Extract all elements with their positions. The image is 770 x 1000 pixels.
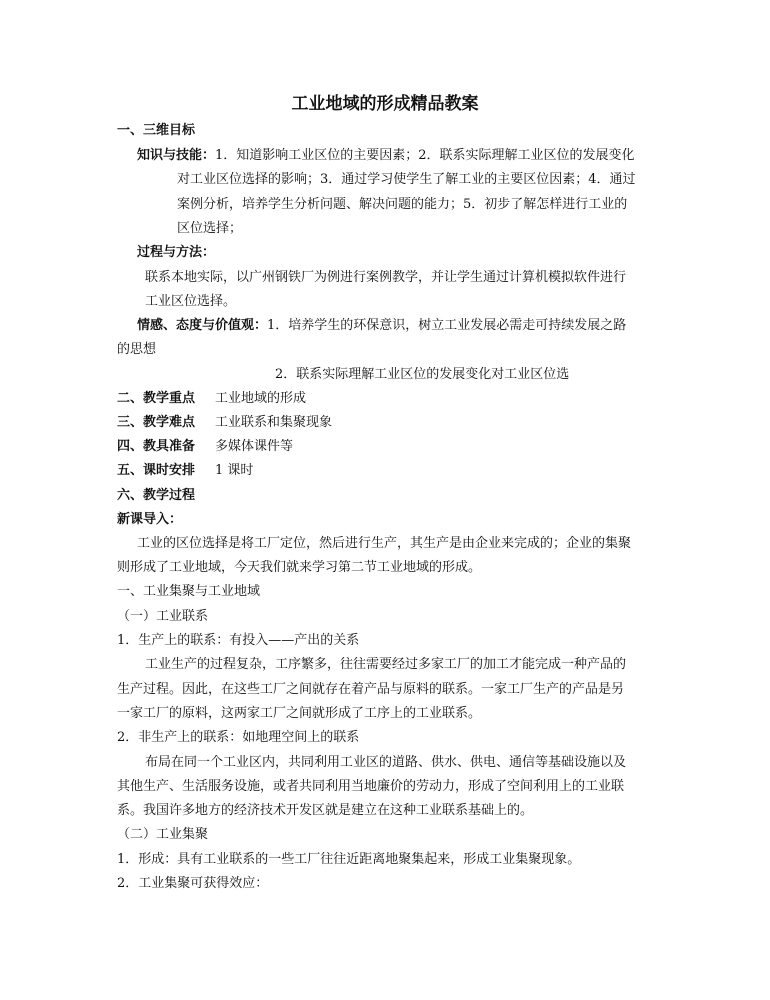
intro-text-line: 工业的区位选择是将工厂定位，然后进行生产，其生产是由企业来完成的；企业的集聚 <box>137 536 632 551</box>
item-label: 五、课时安排 <box>117 463 196 478</box>
paragraph-line: 生产过程。因此，在这些工厂之间就存在着产品与原料的联系。一家工厂生产的产品是另 <box>117 682 625 697</box>
knowledge-text-line: 对工业区位选择的影响；3．通过学习使学生了解工业的主要区位因素；4．通过 <box>177 172 636 187</box>
item-value: 工业地域的形成 <box>215 391 307 406</box>
subheading-industrial-agglomeration: 一、工业集聚与工业地域 <box>117 584 261 599</box>
paragraph-line: 一家工厂的原料，这两家工厂之间就形成了工序上的工业联系。 <box>117 706 482 721</box>
knowledge-text-line: 区位选择； <box>177 221 243 236</box>
intro-label: 新课导入： <box>117 512 183 527</box>
emotion-text-line: 1．培养学生的环保意识，树立工业发展必需走可持续发展之路 <box>267 318 627 333</box>
emotion-text-line: 2．联系实际理解工业区位的发展变化对工业区位选 <box>275 367 570 382</box>
knowledge-text-line: 案例分析，培养学生分析问题、解决问题的能力；5．初步了解怎样进行工业的 <box>177 197 628 212</box>
subheading-agglomeration: （二）工业集聚 <box>117 827 209 842</box>
point-formation: 1．形成：具有工业联系的一些工厂往往近距离地聚集起来，形成工业集聚现象。 <box>117 852 581 867</box>
point-effects: 2．工业集聚可获得效应： <box>117 876 269 891</box>
point-nonproduction-linkage: 2．非生产上的联系：如地理空间上的联系 <box>117 730 360 745</box>
process-text-line: 工业区位选择。 <box>145 294 237 309</box>
process-label: 过程与方法： <box>137 245 216 260</box>
subheading-industrial-linkage: （一）工业联系 <box>117 609 209 624</box>
emotion-text-line: 的思想 <box>117 342 157 357</box>
knowledge-label: 知识与技能： <box>137 148 216 163</box>
item-value: 多媒体课件等 <box>215 439 294 454</box>
item-label: 四、教具准备 <box>117 439 196 454</box>
emotion-label: 情感、态度与价值观： <box>137 318 268 333</box>
paragraph-line: 系。我国许多地方的经济技术开发区就是建立在这种工业联系基础上的。 <box>117 803 534 818</box>
paragraph-line: 布局在同一个工业区内，共同利用工业区的道路、供水、供电、通信等基础设施以及 <box>145 755 627 770</box>
section-heading-process: 六、教学过程 <box>117 488 196 503</box>
paragraph-line: 工业生产的过程复杂，工序繁多，往往需要经过多家工厂的加工才能完成一种产品的 <box>145 657 627 672</box>
item-label: 二、教学重点 <box>117 391 196 406</box>
point-production-linkage: 1．生产上的联系：有投入——产出的关系 <box>117 633 360 648</box>
item-value: 工业联系和集聚现象 <box>215 415 333 430</box>
intro-text-line: 则形成了工业地域，今天我们就来学习第二节工业地域的形成。 <box>117 560 482 575</box>
section-heading-objectives: 一、三维目标 <box>117 123 196 138</box>
knowledge-text-line: 1．知道影响工业区位的主要因素；2．联系实际理解工业区位的发展变化 <box>215 148 635 163</box>
paragraph-line: 其他生产、生活服务设施，或者共同利用当地廉价的劳动力，形成了空间利用上的工业联 <box>117 779 625 794</box>
item-label: 三、教学难点 <box>117 415 196 430</box>
item-value: 1 课时 <box>215 463 254 478</box>
knowledge-paragraph-line-1 <box>137 146 635 166</box>
item-row-difficulty <box>117 413 332 433</box>
item-row-key-point <box>117 389 306 409</box>
item-row-materials <box>117 437 293 457</box>
emotion-paragraph-line-1 <box>137 316 626 336</box>
process-text-line: 联系本地实际，以广州钢铁厂为例进行案例教学，并让学生通过计算机模拟软件进行 <box>145 270 627 285</box>
item-row-schedule <box>117 461 253 481</box>
document-title: 工业地域的形成精品教案 <box>291 94 479 114</box>
